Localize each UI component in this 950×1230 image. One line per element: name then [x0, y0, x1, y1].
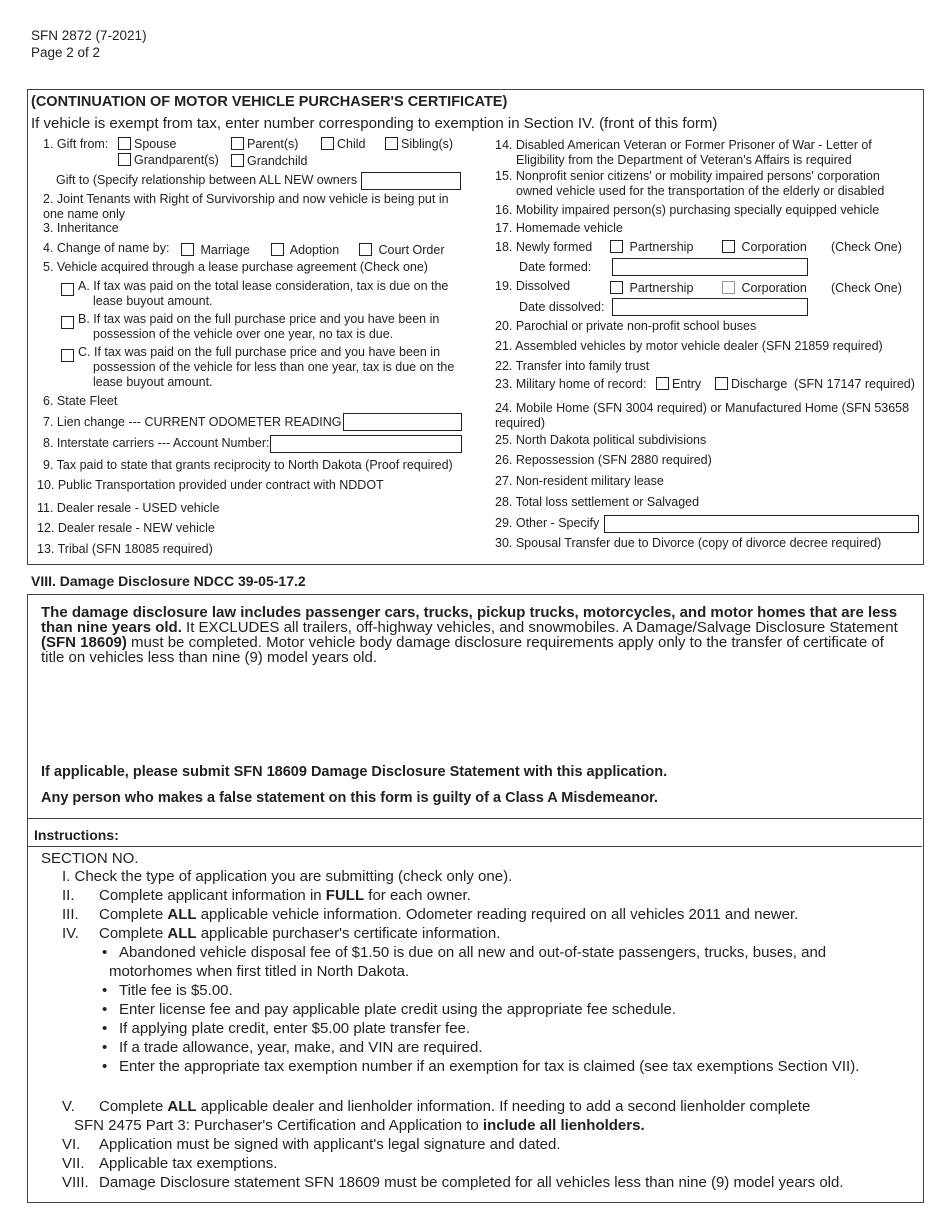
- lease-option-c: C. If tax was paid on the full purchase price and you have been in possession of the vehicle for less than one year, tax is due on the lease buyout amount.: [78, 345, 455, 389]
- formed-corporation[interactable]: Corporation: [722, 240, 807, 255]
- item18-label: 18. Newly formed: [495, 240, 593, 254]
- item18-check-one: (Check One): [831, 240, 902, 254]
- item17: 17. Homemade vehicle: [495, 221, 623, 235]
- checkbox-icon[interactable]: [610, 240, 623, 253]
- gift-grandparents[interactable]: Grandparent(s): [118, 153, 219, 168]
- instruction-v-cont: SFN 2475 Part 3: Purchaser's Certification and Application to include all lienholders.: [74, 1117, 645, 1134]
- item13: 13. Tribal (SFN 18085 required): [37, 542, 213, 556]
- checkbox-icon[interactable]: [385, 137, 398, 150]
- gift-child[interactable]: Child: [321, 137, 366, 152]
- item10: 10. Public Transportation provided under contract with NDDOT: [37, 478, 384, 492]
- section-no: SECTION NO.: [41, 850, 139, 867]
- date-dissolved-field[interactable]: [612, 298, 808, 316]
- instructions-heading: Instructions:: [34, 827, 119, 843]
- other-specify-field[interactable]: [604, 515, 919, 533]
- name-change-adoption[interactable]: Adoption: [271, 243, 339, 258]
- item23-note: (SFN 17147 required): [794, 377, 915, 391]
- checkbox-icon[interactable]: [722, 281, 735, 294]
- checkbox-icon[interactable]: [610, 281, 623, 294]
- bullet-trade-allowance: • If a trade allowance, year, make, and VIN are required.: [109, 1038, 483, 1057]
- item2: 2. Joint Tenants with Right of Survivorship and now vehicle is being put in one name only: [43, 192, 449, 221]
- gift-parents[interactable]: Parent(s): [231, 137, 298, 152]
- checkbox-icon[interactable]: [61, 283, 74, 296]
- instruction-ii: Complete applicant information in FULL for each owner.: [99, 887, 471, 904]
- damage-submit-note: If applicable, please submit SFN 18609 Damage Disclosure Statement with this application.: [41, 764, 668, 780]
- checkbox-icon[interactable]: [61, 316, 74, 329]
- gift-to-field[interactable]: [361, 172, 461, 190]
- checkbox-icon[interactable]: [118, 137, 131, 150]
- instruction-v-num: V.: [62, 1098, 75, 1115]
- item29: 29. Other - Specify: [495, 516, 600, 530]
- item8: 8. Interstate carriers --- Account Number:: [43, 436, 270, 450]
- item22: 22. Transfer into family trust: [495, 359, 650, 373]
- instruction-ii-num: II.: [62, 887, 75, 904]
- checkbox-icon[interactable]: [231, 154, 244, 167]
- item25: 25. North Dakota political subdivisions: [495, 433, 707, 447]
- item23-label: 23. Military home of record:: [495, 377, 647, 391]
- item14: 14. Disabled American Veteran or Former Prisoner of War - Letter of Eligibility from the Department of Veteran's Affairs is required: [495, 138, 872, 167]
- item9: 9. Tax paid to state that grants reciprocity to North Dakota (Proof required): [43, 458, 453, 472]
- instruction-iv: Complete ALL applicable purchaser's certificate information.: [99, 925, 501, 942]
- item12: 12. Dealer resale - NEW vehicle: [37, 521, 215, 535]
- bullet-tax-exemption: • Enter the appropriate tax exemption number if an exemption for tax is claimed (see tax exemptions Section VII).: [109, 1057, 869, 1076]
- continuation-title: (CONTINUATION OF MOTOR VEHICLE PURCHASER'S CERTIFICATE): [31, 94, 508, 110]
- dissolved-corporation[interactable]: Corporation: [722, 281, 807, 296]
- instruction-vii: Applicable tax exemptions.: [99, 1155, 278, 1172]
- item5: 5. Vehicle acquired through a lease purchase agreement (Check one): [43, 260, 428, 274]
- checkbox-icon[interactable]: [656, 377, 669, 390]
- item19-label: 19. Dissolved: [495, 279, 571, 293]
- checkbox-icon[interactable]: [359, 243, 372, 256]
- form-id: SFN 2872 (7-2021): [31, 28, 147, 43]
- date-dissolved-label: Date dissolved:: [519, 300, 605, 314]
- item19-check-one: (Check One): [831, 281, 902, 295]
- instruction-i: I. Check the type of application you are submitting (check only one).: [62, 868, 513, 885]
- gift-grandchild[interactable]: Grandchild: [231, 154, 307, 169]
- item15: 15. Nonprofit senior citizens' or mobility impaired persons' corporation owned vehicle used for the transportation of the elderly or disabled: [495, 169, 885, 198]
- military-entry[interactable]: Entry: [656, 377, 701, 392]
- checkbox-icon[interactable]: [321, 137, 334, 150]
- instruction-iii-num: III.: [62, 906, 79, 923]
- item30: 30. Spousal Transfer due to Divorce (copy of divorce decree required): [495, 536, 882, 550]
- account-number-field[interactable]: [270, 435, 462, 453]
- item20: 20. Parochial or private non-profit school buses: [495, 319, 757, 333]
- dissolved-partnership[interactable]: Partnership: [610, 281, 693, 296]
- date-formed-field[interactable]: [612, 258, 808, 276]
- item1-label: 1. Gift from:: [43, 137, 109, 151]
- bullet-license-fee: • Enter license fee and pay applicable plate credit using the appropriate fee schedule.: [109, 1000, 676, 1019]
- lease-option-c-checkbox[interactable]: [61, 347, 77, 365]
- checkbox-icon[interactable]: [118, 153, 131, 166]
- instruction-v: Complete ALL applicable dealer and lienholder information. If needing to add a second lienholder complete: [99, 1098, 811, 1115]
- date-formed-label: Date formed:: [519, 260, 592, 274]
- checkbox-icon[interactable]: [61, 349, 74, 362]
- instruction-viii: Damage Disclosure statement SFN 18609 must be completed for all vehicles less than nine (9) model years old.: [99, 1174, 844, 1191]
- checkbox-icon[interactable]: [181, 243, 194, 256]
- item3: 3. Inheritance: [43, 221, 119, 235]
- gift-spouse[interactable]: Spouse: [118, 137, 176, 152]
- bullet-plate-credit: • If applying plate credit, enter $5.00 plate transfer fee.: [109, 1019, 470, 1038]
- instruction-vii-num: VII.: [62, 1155, 85, 1172]
- instructions-divider-top: [28, 818, 922, 819]
- instructions-divider: [28, 846, 922, 847]
- instruction-vi-num: VI.: [62, 1136, 81, 1153]
- item24: 24. Mobile Home (SFN 3004 required) or Manufactured Home (SFN 53658 required): [495, 401, 910, 430]
- gift-to-label: Gift to (Specify relationship between ALL NEW owners: [56, 173, 358, 187]
- lease-option-a: A. If tax was paid on the total lease consideration, tax is due on the lease buyout amount.: [78, 279, 449, 308]
- damage-heading: VIII. Damage Disclosure NDCC 39-05-17.2: [31, 573, 306, 589]
- gift-siblings[interactable]: Sibling(s): [385, 137, 453, 152]
- checkbox-icon[interactable]: [231, 137, 244, 150]
- damage-paragraph: The damage disclosure law includes passenger cars, trucks, pickup trucks, motorcycles, and motor homes that are less than nine years old. It EXCLUDES all trailers, off-highway vehicles, and snowmobiles. A Damage/Salvage Disclosure Statement (SFN 18609) must be completed. Motor vehicle body damage disclosure requirements apply only to the transfer of certificate of title on vehicles less than nine (9) model years old.: [41, 604, 898, 666]
- lease-option-a-checkbox[interactable]: [61, 281, 77, 299]
- lease-option-b-checkbox[interactable]: [61, 314, 77, 332]
- name-change-marriage[interactable]: Marriage: [181, 243, 250, 258]
- item7: 7. Lien change --- CURRENT ODOMETER READING: [43, 415, 342, 429]
- bullet-abandoned-fee: • Abandoned vehicle disposal fee of $1.50 is due on all new and out-of-state passengers, trucks, buses, and motorhomes when first titled in North Dakota.: [109, 943, 869, 981]
- bullet-title-fee: • Title fee is $5.00.: [109, 981, 233, 1000]
- item11: 11. Dealer resale - USED vehicle: [37, 501, 220, 515]
- odometer-field[interactable]: [343, 413, 462, 431]
- damage-false-statement: Any person who makes a false statement on this form is guilty of a Class A Misdemeanor.: [41, 790, 658, 806]
- formed-partnership[interactable]: Partnership: [610, 240, 693, 255]
- instruction-vi: Application must be signed with applicant's legal signature and dated.: [99, 1136, 561, 1153]
- item4-label: 4. Change of name by:: [43, 241, 170, 255]
- name-change-court-order[interactable]: Court Order: [359, 243, 444, 258]
- instruction-viii-num: VIII.: [62, 1174, 89, 1191]
- item27: 27. Non-resident military lease: [495, 474, 664, 488]
- instruction-iii: Complete ALL applicable vehicle information. Odometer reading required on all vehicles 2011 and newer.: [99, 906, 799, 923]
- checkbox-icon[interactable]: [271, 243, 284, 256]
- continuation-subtitle: If vehicle is exempt from tax, enter number corresponding to exemption in Section IV. (front of this form): [31, 115, 718, 132]
- instruction-iv-num: IV.: [62, 925, 79, 942]
- item26: 26. Repossession (SFN 2880 required): [495, 453, 712, 467]
- page-number: Page 2 of 2: [31, 45, 101, 60]
- item6: 6. State Fleet: [43, 394, 118, 408]
- checkbox-icon[interactable]: [722, 240, 735, 253]
- item28: 28. Total loss settlement or Salvaged: [495, 495, 700, 509]
- item16: 16. Mobility impaired person(s) purchasing specially equipped vehicle: [495, 203, 880, 217]
- military-discharge[interactable]: Discharge: [715, 377, 787, 392]
- item21: 21. Assembled vehicles by motor vehicle dealer (SFN 21859 required): [495, 339, 883, 353]
- lease-option-b: B. If tax was paid on the full purchase price and you have been in possession of the vehicle over one year, no tax is due.: [78, 312, 440, 341]
- checkbox-icon[interactable]: [715, 377, 728, 390]
